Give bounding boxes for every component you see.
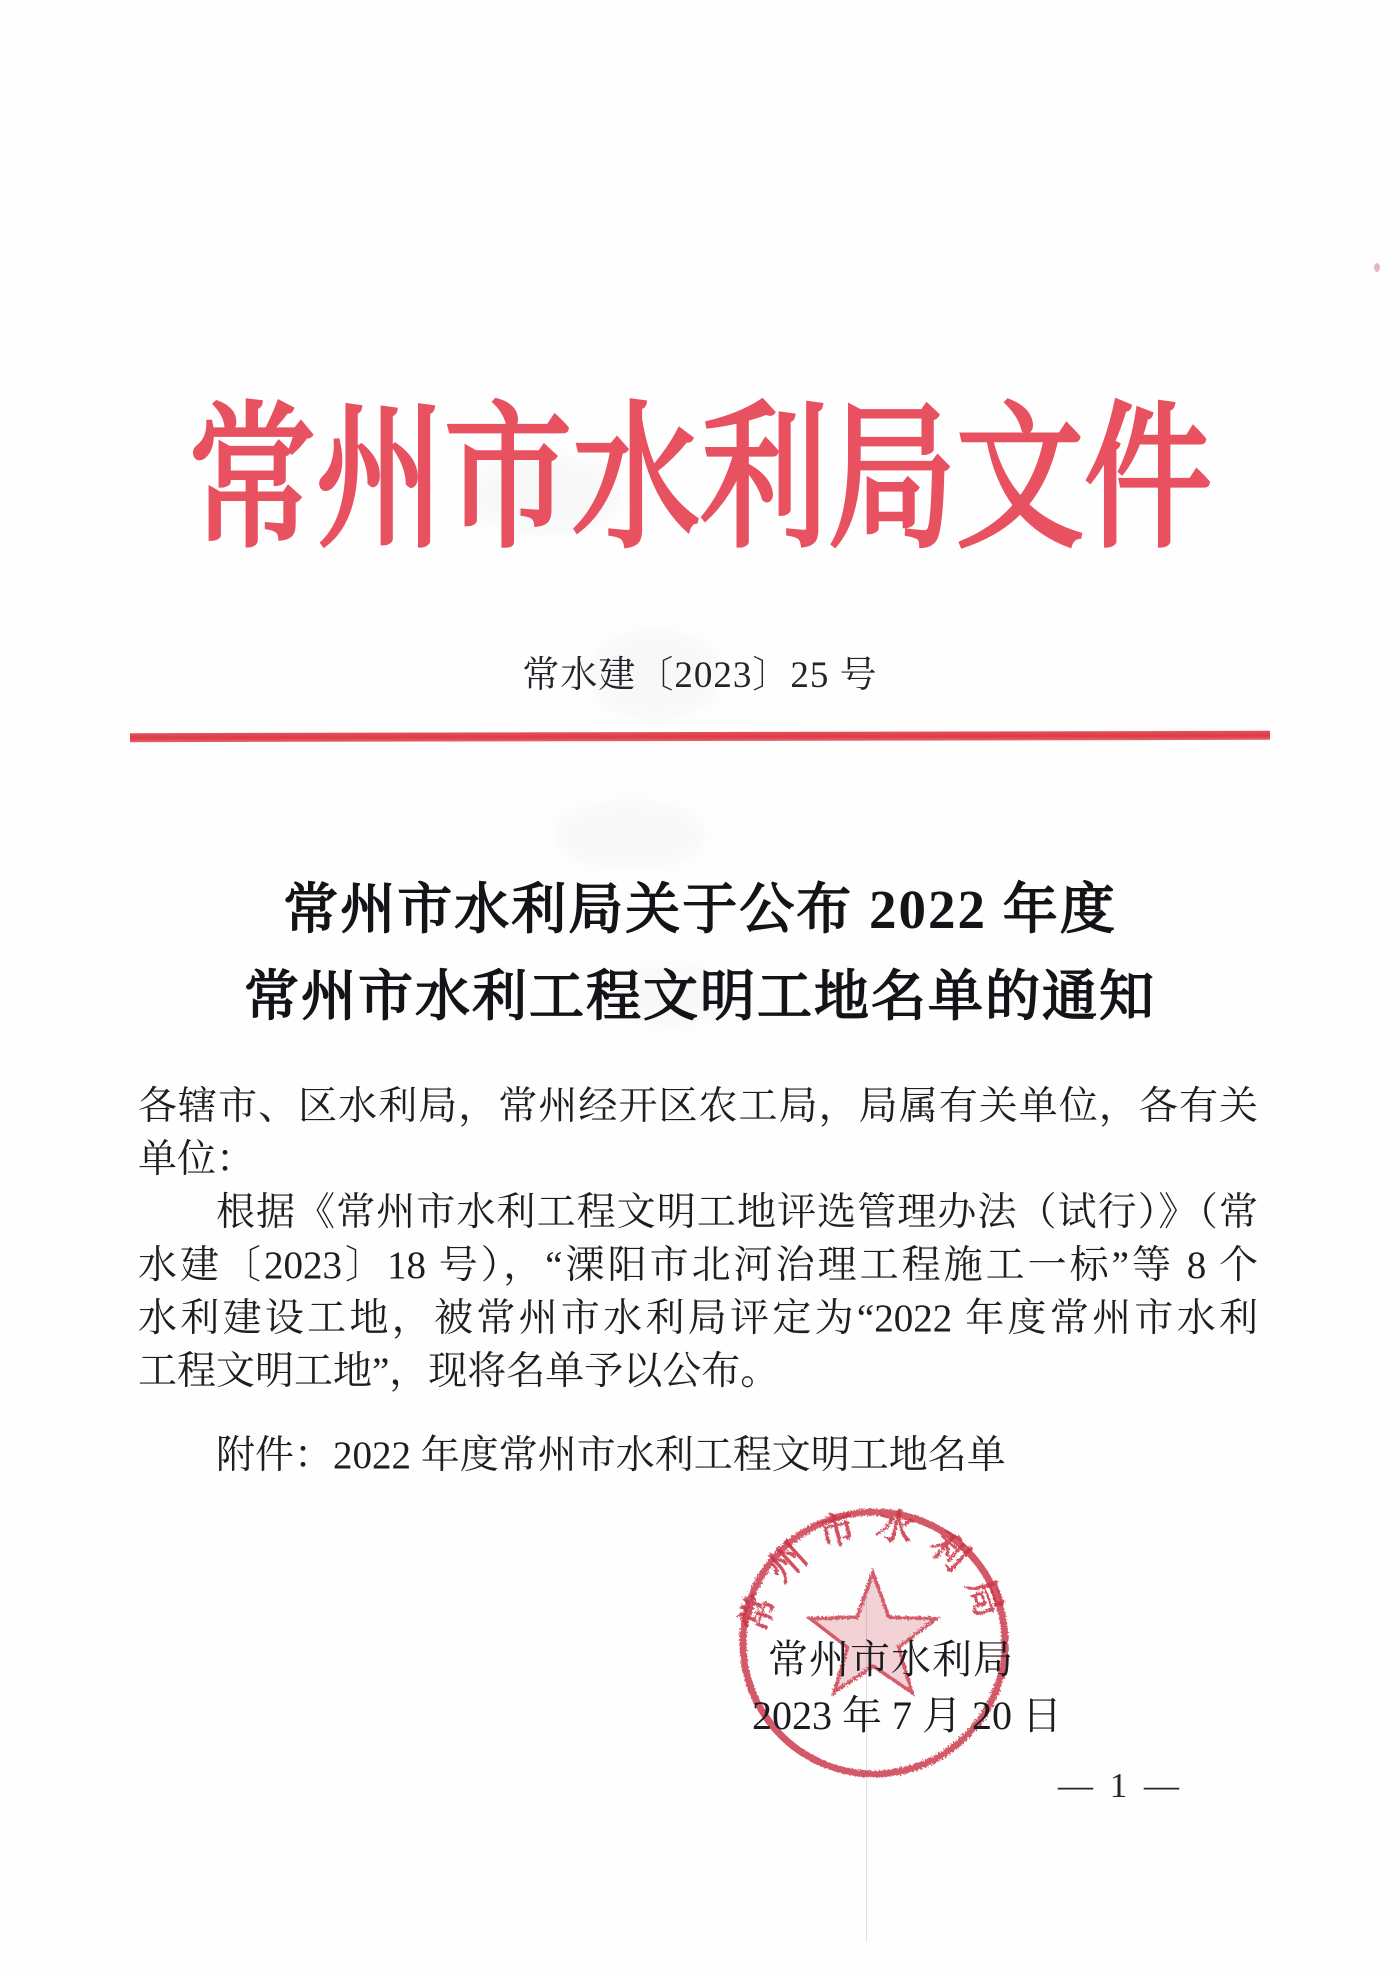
body-line: 工程文明工地”，现将名单予以公布。 — [138, 1350, 780, 1393]
signature-issuer: 常州市水利局 — [768, 1637, 1014, 1682]
body-line: 各辖市、区水利局，常州经开区农工局，局属有关单位，各有关 — [138, 1085, 1258, 1128]
body-line: 单位： — [138, 1138, 256, 1181]
body-text — [138, 1080, 1258, 1398]
red-letterhead-title: 常州市水利局文件 — [188, 393, 1212, 568]
ink-speck-artifact — [1374, 263, 1380, 272]
attachment-line: 附件：2022 年度常州市水利工程文明工地名单 — [216, 1434, 1006, 1477]
body-line: 水利建设工地，被常州市水利局评定为“2022 年度常州市水利 — [138, 1297, 1258, 1340]
document-number: 常水建〔2023〕25 号 — [522, 655, 878, 696]
red-divider-line — [130, 731, 1270, 742]
bleedthrough-artifact — [555, 800, 705, 870]
notice-title-line2: 常州市水利工程文明工地名单的通知 — [243, 966, 1156, 1027]
body-line: 根据《常州市水利工程文明工地评选管理办法（试行）》（常 — [216, 1191, 1258, 1234]
notice-title — [0, 866, 1400, 1040]
body-line: 水建〔2023〕18 号），“溧阳市北河治理工程施工一标”等 8 个 — [138, 1244, 1258, 1287]
notice-title-line1: 常州市水利局关于公布 2022 年度 — [283, 879, 1117, 940]
signature-date: 2023 年 7 月 20 日 — [752, 1693, 1062, 1738]
page-number: — 1 — — [1058, 1766, 1183, 1805]
seal-arc-text: 常州市水利局 — [733, 1503, 1015, 1638]
